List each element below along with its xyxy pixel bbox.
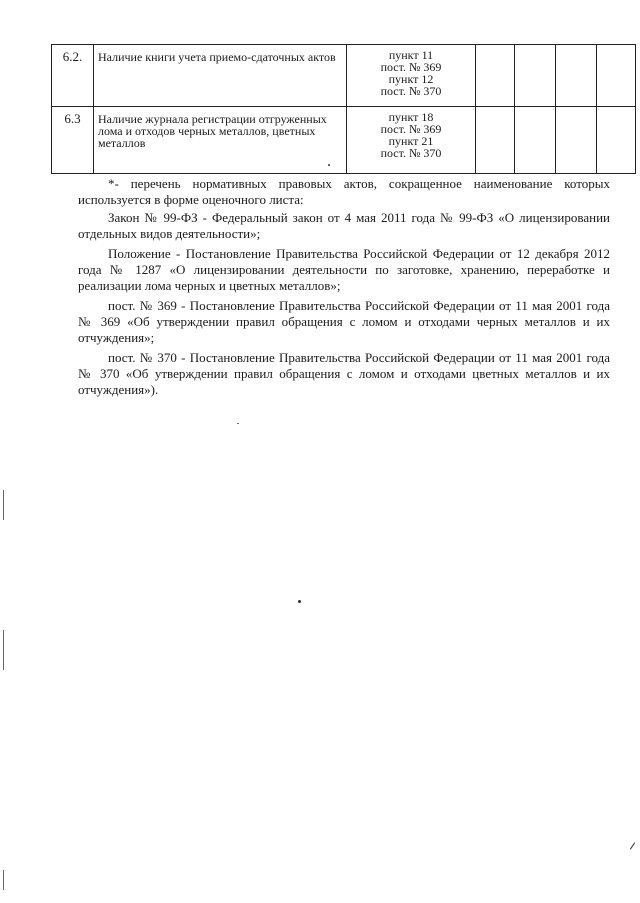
note-paragraph: Положение - Постановление Правительства Российской Федерации от 12 декабря 2012 года № 1287 «О лицензировании деятельности по заготовке, хранению, переработке и реализации лома черных и цветных металлов»; [78,246,610,293]
abbreviations-notes [78,176,610,402]
row-number: 6.2. [52,45,94,107]
empty-cell [476,107,515,174]
scan-edge-mark [3,490,4,520]
note-paragraph: пост. № 370 - Постановление Правительства Российской Федерации от 11 мая 2001 года № 370 «Об утверждении правил обращения с ломом и отходами цветных металлов и их отчуждения»). [78,350,610,397]
scan-edge-mark [3,870,4,890]
requirements-table [51,44,636,174]
reference-line: пункт 18 [388,110,434,124]
legal-references [347,107,476,174]
scan-edge-mark [630,842,635,849]
note-paragraph: *- перечень нормативных правовых актов, сокращенное наименование которых используется в форме оценочного листа: [78,176,610,207]
note-paragraph: пост. № 369 - Постановление Правительства Российской Федерации от 11 мая 2001 года № 369 «Об утверждении правил обращения с ломом и отходами черных металлов и их отчуждения»; [78,298,610,345]
reference-line: пункт 12 [388,72,434,86]
empty-cell [556,45,597,107]
reference-line: пункт 21 [388,134,434,148]
scan-speck [328,164,330,166]
note-paragraph: Закон № 99-ФЗ - Федеральный закон от 4 мая 2011 года № 99-ФЗ «О лицензировании отдельных видов деятельности»; [78,210,610,241]
table-row [52,45,636,107]
reference-line: пункт 11 [388,48,434,62]
empty-cell [597,45,636,107]
reference-line: пост. № 369 [380,122,442,136]
scan-speck [237,423,239,424]
requirement-text: Наличие книги учета приемо-сдаточных актов [94,45,347,107]
empty-cell [556,107,597,174]
reference-line: пост. № 370 [380,84,442,98]
empty-cell [597,107,636,174]
reference-line: пост. № 370 [380,146,442,160]
requirement-text: Наличие журнала регистрации отгруженных лома и отходов черных металлов, цветных металлов [94,107,347,174]
table-row [52,107,636,174]
scan-edge-mark [3,630,4,670]
reference-line: пост. № 369 [380,60,442,74]
empty-cell [515,45,556,107]
row-number: 6.3 [52,107,94,174]
empty-cell [515,107,556,174]
legal-references [347,45,476,107]
scan-speck [298,600,301,603]
empty-cell [476,45,515,107]
